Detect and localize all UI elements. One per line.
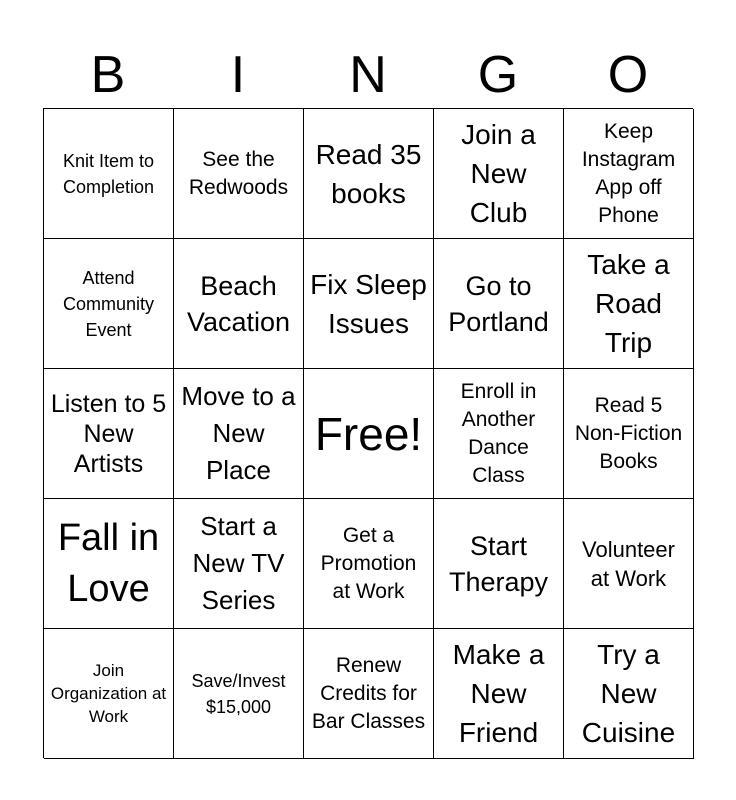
header-letter-b: B — [90, 46, 126, 104]
cell-label: Take a Road Trip — [587, 249, 670, 358]
cell-label: Knit Item to Completion — [62, 150, 155, 197]
bingo-grid — [43, 108, 693, 758]
cell-label: Move to a New Place — [181, 381, 296, 485]
bingo-cell-r5c3[interactable] — [304, 629, 434, 759]
bingo-cell-r5c4[interactable] — [434, 629, 564, 759]
bingo-cell-r1c4[interactable] — [434, 109, 564, 239]
bingo-cell-r1c2[interactable] — [174, 109, 304, 239]
bingo-cell-r4c1[interactable] — [44, 499, 174, 629]
header-letter-i: I — [230, 46, 246, 104]
cell-label: Listen to 5 New Artists — [50, 389, 167, 478]
bingo-cell-r4c2[interactable] — [174, 499, 304, 629]
cell-label: Volunteer at Work — [582, 536, 675, 591]
bingo-cell-r3c4[interactable] — [434, 369, 564, 499]
cell-label: Join Organization at Work — [50, 661, 167, 726]
bingo-cell-r2c4[interactable] — [434, 239, 564, 369]
cell-label: Join a New Club — [461, 119, 536, 228]
bingo-cell-r3c5[interactable] — [564, 369, 694, 499]
cell-label: Make a New Friend — [452, 639, 545, 748]
bingo-cell-r5c1[interactable] — [44, 629, 174, 759]
bingo-cell-r4c4[interactable] — [434, 499, 564, 629]
bingo-cell-r3c2[interactable] — [174, 369, 304, 499]
bingo-cell-r3c1[interactable] — [44, 369, 174, 499]
bingo-cell-r1c5[interactable] — [564, 109, 694, 239]
bingo-cell-r4c5[interactable] — [564, 499, 694, 629]
cell-label: Try a New Cuisine — [581, 639, 676, 748]
cell-label: Fall in Love — [57, 516, 160, 610]
cell-label: Go to Portland — [448, 270, 549, 337]
cell-label: Enroll in Another Dance Class — [460, 379, 537, 487]
header-letter-n: N — [349, 46, 387, 104]
cell-label: Keep Instagram App off Phone — [581, 119, 676, 227]
bingo-cell-r2c3[interactable] — [304, 239, 434, 369]
cell-label: Start a New TV Series — [192, 511, 285, 615]
bingo-cell-r1c3[interactable] — [304, 109, 434, 239]
header-letter-g: G — [477, 46, 519, 104]
bingo-cell-r2c1[interactable] — [44, 239, 174, 369]
bingo-cell-r4c3[interactable] — [304, 499, 434, 629]
cell-label: Get a Promotion at Work — [320, 523, 417, 603]
bingo-cell-r5c5[interactable] — [564, 629, 694, 759]
cell-label: Save/Invest $15,000 — [191, 670, 286, 717]
cell-label: See the Redwoods — [188, 147, 289, 199]
bingo-cell-r1c1[interactable] — [44, 109, 174, 239]
cell-label: Start Therapy — [448, 530, 549, 597]
cell-label: Read 35 books — [315, 138, 422, 209]
bingo-cell-free-space[interactable] — [304, 369, 434, 499]
header-letter-o: O — [607, 46, 649, 104]
cell-label: Attend Community Event — [62, 267, 155, 340]
cell-label: Beach Vacation — [186, 270, 291, 337]
bingo-cell-r5c2[interactable] — [174, 629, 304, 759]
cell-label: Read 5 Non-Fiction Books — [574, 393, 683, 473]
cell-label: Fix Sleep Issues — [310, 268, 427, 339]
cell-label: Free! — [314, 407, 423, 460]
bingo-cell-r2c5[interactable] — [564, 239, 694, 369]
cell-label: Renew Credits for Bar Classes — [311, 653, 426, 733]
bingo-header — [43, 42, 693, 108]
bingo-cell-r2c2[interactable] — [174, 239, 304, 369]
